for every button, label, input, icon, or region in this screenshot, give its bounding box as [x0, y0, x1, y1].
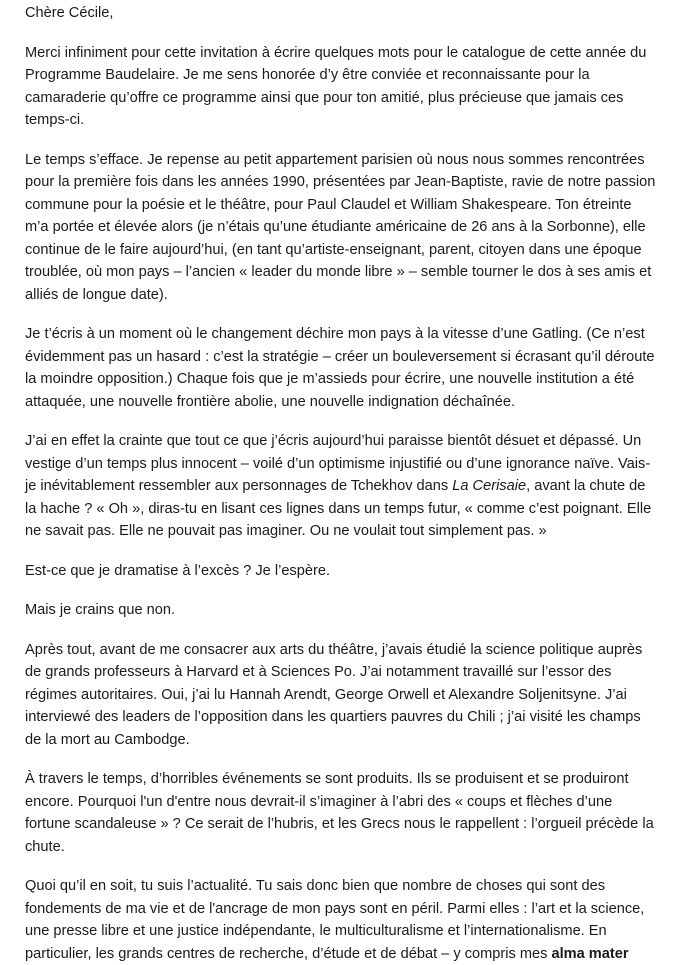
- paragraph-news-text: Quoi qu’il en soit, tu suis l’actualité. Tu sais donc bien que nombre de choses qui sont des fondements de ma vie et de l'ancrage de mon pays sont en péril. Parmi elles : l’art et la science, une presse libre et une justice indépendante, le multiculturalisme et l’internationalisme. En particulier, les grands centres de recherche, d’étude et de débat – y compris mes: [25, 878, 645, 962]
- salutation: Chère Cécile,: [25, 5, 114, 21]
- paragraph-dramatize: Est-ce que je dramatise à l’excès ? Je l’espère.: [25, 562, 330, 579]
- paragraph-fear-not: Mais je crains que non.: [25, 602, 176, 618]
- play-title: La Cerisaie: [452, 478, 527, 494]
- alma-mater-bold: alma mater: [551, 945, 629, 962]
- paragraph-studies: Après tout, avant de me consacrer aux arts du théâtre, j’avais étudié la science politique auprès de grands professeurs à Harvard et à Sciences Po. J’ai notamment travaillé sur l’essor des régimes autoritaires. Oui, j’ai lu Hannah Arendt, George Orwell et Alexandre Soljenitsyne. J’ai interviewé des leaders de l’opposition dans les quartiers pauvres du Chili ; j’ai visité les champs de la mort au Cambodge.: [25, 641, 643, 748]
- paragraph-fear-text-1: J’ai en effet la crainte que tout ce que j’écris aujourd’hui paraisse bientôt désuet et dépassé. Un vestige d’un temps plus innocent – voilé d’un optimisme injustifié ou d’une ignorance naïve. Vais-je inévitablement ressembler aux personnages de Tchekhov dans: [25, 433, 651, 494]
- paragraph-invitation: Merci infiniment pour cette invitation à écrire quelques mots pour le catalogue de cette année du Programme Baudelaire. Je me sens honorée d’y être conviée et reconnaissante pour la camaraderie qu’offre ce programme ainsi que pour ton amitié, plus précieuse que jamais ces temps-ci.: [25, 44, 647, 128]
- paragraph-fear: [25, 430, 658, 543]
- paragraph-history: À travers le temps, d’horribles événements se sont produits. Ils se produisent et se produiront encore. Pourquoi l'un d'entre nous devrait-il s’imaginer à l’abri des « coups et flèches d’une fortune scandaleuse » ? Ce serait de l’hubris, et les Grecs nous le rappellent : l’orgueil précède la chute.: [25, 771, 654, 855]
- paragraph-news: [25, 875, 658, 965]
- paragraph-change: Je t’écris à un moment où le changement déchire mon pays à la vitesse d’une Gatling. (Ce n’est évidemment pas un hasard : c’est la stratégie – créer un bouleversement si écrasant qu’il déroute la moindre opposition.) Chaque fois que je m’assieds pour écrire, une nouvelle institution a été attaquée, une nouvelle frontière abolie, une nouvelle indignation déchaînée.: [25, 326, 655, 410]
- paragraph-fear-text-2: , avant la chute de la hache ? « Oh », diras-tu en lisant ces lignes dans un temps futur, « comme c’est poignant. Elle ne savait pas. Elle ne pouvait pas imaginer. Ou ne voulait tout simplement pas. »: [25, 478, 652, 539]
- paragraph-memories: Le temps s’efface. Je repense au petit appartement parisien où nous nous sommes rencontrées pour la première fois dans les années 1990, présentées par Jean-Baptiste, ravie de notre passion commune pour la poésie et le théâtre, pour Paul Claudel et William Shakespeare. Ton étreinte m’a portée et élevée alors (je n’étais qu’une étudiante américaine de 26 ans à la Sorbonne), elle continue de le faire aujourd’hui, (en tant qu’artiste-enseignant, parent, citoyen dans une époque troublée, où mon pays – l’ancien « leader du monde libre » – semble tourner le dos à ses amis et alliés de longue date).: [25, 151, 656, 303]
